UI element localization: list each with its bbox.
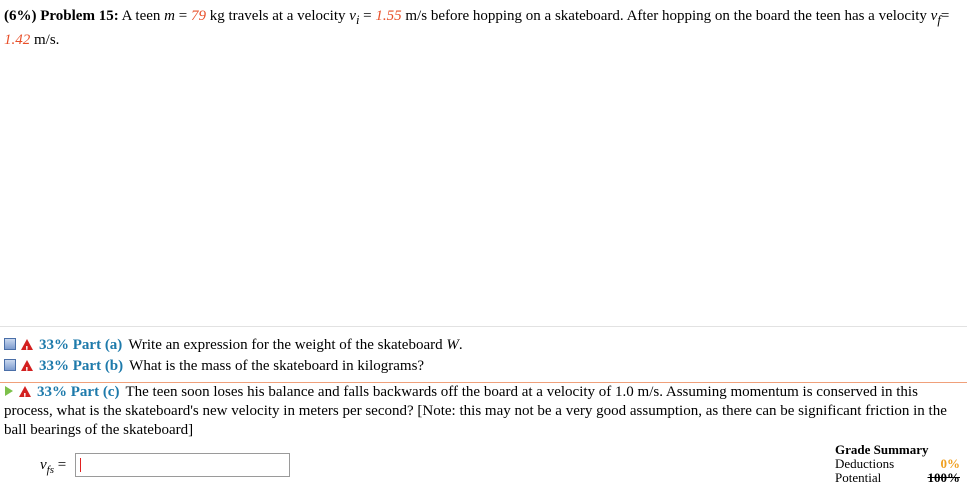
potential-label: Potential — [835, 470, 882, 485]
problem-weight: (6%) — [4, 8, 37, 24]
part-b-label[interactable]: 33% Part (b) — [39, 358, 124, 374]
problem-text-4: m/s. — [34, 32, 60, 48]
status-box-icon[interactable] — [4, 338, 16, 350]
value-vi: 1.55 — [375, 8, 402, 24]
equals-sign: = — [363, 8, 372, 24]
problem-text-1: A teen — [121, 8, 161, 24]
problem-number: Problem 15: — [40, 8, 119, 24]
part-a-text: Write an expression for the weight of the skateboard — [128, 337, 443, 353]
answer-label: $v_{fs}$ = — [40, 457, 67, 476]
part-c-label[interactable]: 33% Part (c) — [37, 384, 120, 400]
part-a-row[interactable]: !33% Part (a) Write an expression for the weight of the skateboard W. — [4, 336, 463, 355]
part-b-text: What is the mass of the skateboard in kilograms? — [129, 358, 425, 374]
problem-text-3: m/s before hopping on a skateboard. After hopping on the board the teen has a velocity — [405, 8, 927, 24]
var-m: m — [164, 8, 175, 24]
part-a-label[interactable]: 33% Part (a) — [39, 337, 123, 353]
value-vf: 1.42 — [4, 32, 31, 48]
var-w: W — [446, 337, 459, 353]
potential-value: 100% — [927, 470, 960, 485]
status-box-icon[interactable] — [4, 359, 16, 371]
equals-sign: = — [178, 8, 188, 24]
problem-statement — [4, 6, 959, 50]
deductions-label: Deductions — [835, 456, 895, 471]
warning-icon — [21, 360, 33, 371]
part-c-row — [4, 383, 962, 440]
play-arrow-icon[interactable] — [5, 386, 13, 396]
part-b-row[interactable] — [4, 357, 424, 376]
deductions-value: 0% — [940, 456, 960, 471]
warning-icon — [21, 339, 33, 350]
divider — [0, 326, 967, 327]
var-vi: $v_i$ — [349, 8, 360, 27]
text-caret — [80, 458, 81, 472]
problem-text-2: kg travels at a velocity — [209, 8, 346, 24]
var-vf: $v_f$ — [930, 8, 941, 27]
value-m: 79 — [190, 8, 206, 24]
part-c-text: The teen soon loses his balance and falls backwards off the board at a velocity of 1.0 m/s. Assuming momentum is conserved in this process, what is the skateboard's new velocity in meters per second? [Note: this may not be a very good assumption, as there can be significant friction in the ball bearings of the skateboard] — [4, 384, 947, 438]
answer-input[interactable] — [75, 453, 290, 477]
grade-summary — [835, 443, 960, 485]
grade-summary-title: Grade Summary — [835, 442, 929, 457]
warning-icon — [19, 386, 31, 397]
equals-sign: = — [940, 8, 950, 24]
